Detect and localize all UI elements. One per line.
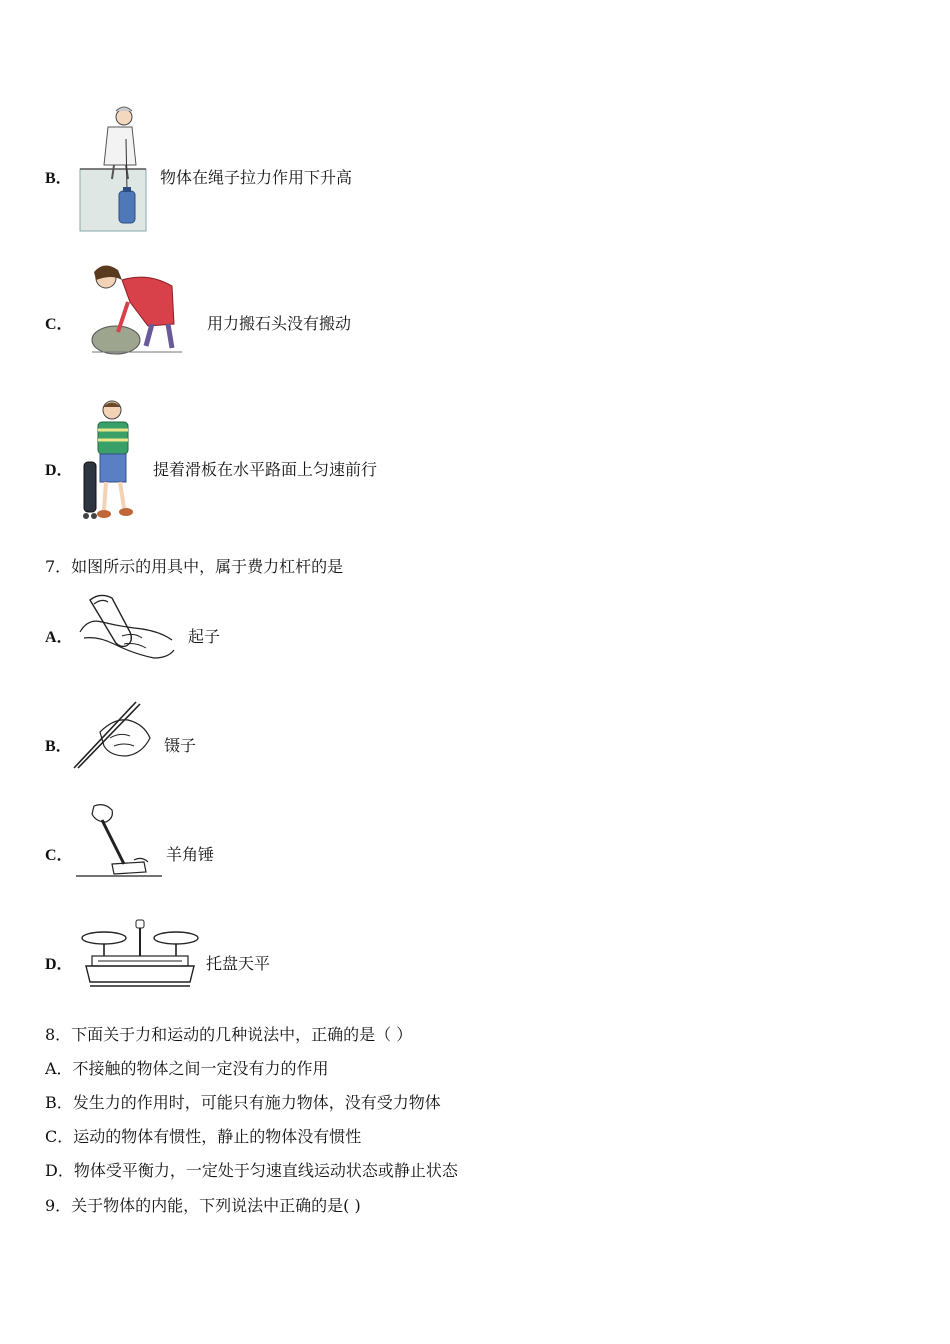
q8-stem: 8．下面关于力和运动的几种说法中，正确的是（ ） (45, 1025, 413, 1044)
q6-option-b-text: 物体在绳子拉力作用下升高 (160, 168, 353, 187)
balance-scale-illustration (78, 916, 202, 990)
claw-hammer-illustration (74, 802, 162, 880)
q6-option-d-text: 提着滑板在水平路面上匀速前行 (153, 460, 378, 479)
q7-option-b-label: B． (45, 738, 72, 755)
q6-option-b-label: B． (45, 170, 72, 187)
q7-option-d-text: 托盘天平 (206, 954, 271, 973)
q8-option-c: C．运动的物体有惯性，静止的物体没有惯性 (45, 1127, 362, 1146)
q7-option-c-text: 羊角锤 (166, 845, 215, 864)
q7-option-d-label: D． (45, 956, 73, 973)
q8-option-a: A．不接触的物体之间一定没有力的作用 (45, 1059, 329, 1078)
bottle-opener-illustration (78, 592, 180, 664)
woman-pushing-rock-illustration (82, 262, 186, 354)
q7-stem: 7．如图所示的用具中，属于费力杠杆的是 (45, 557, 344, 576)
q9-stem: 9．关于物体的内能，下列说法中正确的是( ) (45, 1196, 361, 1215)
q7-option-b-text: 镊子 (164, 736, 197, 755)
q8-option-b: B．发生力的作用时，可能只有施力物体，没有受力物体 (45, 1093, 441, 1112)
tweezers-illustration (70, 698, 156, 772)
boy-carrying-skateboard-illustration (82, 398, 138, 522)
q8-option-d: D．物体受平衡力，一定处于匀速直线运动状态或静止状态 (45, 1161, 458, 1180)
q7-option-a-text: 起子 (188, 627, 221, 646)
q7-option-a-label: A． (45, 629, 73, 646)
q7-option-c-label: C． (45, 847, 73, 864)
man-lifting-bucket-illustration (78, 103, 150, 233)
q6-option-d-label: D． (45, 462, 73, 479)
q6-option-c-text: 用力搬石头没有搬动 (207, 314, 352, 333)
q6-option-c-label: C． (45, 316, 73, 333)
